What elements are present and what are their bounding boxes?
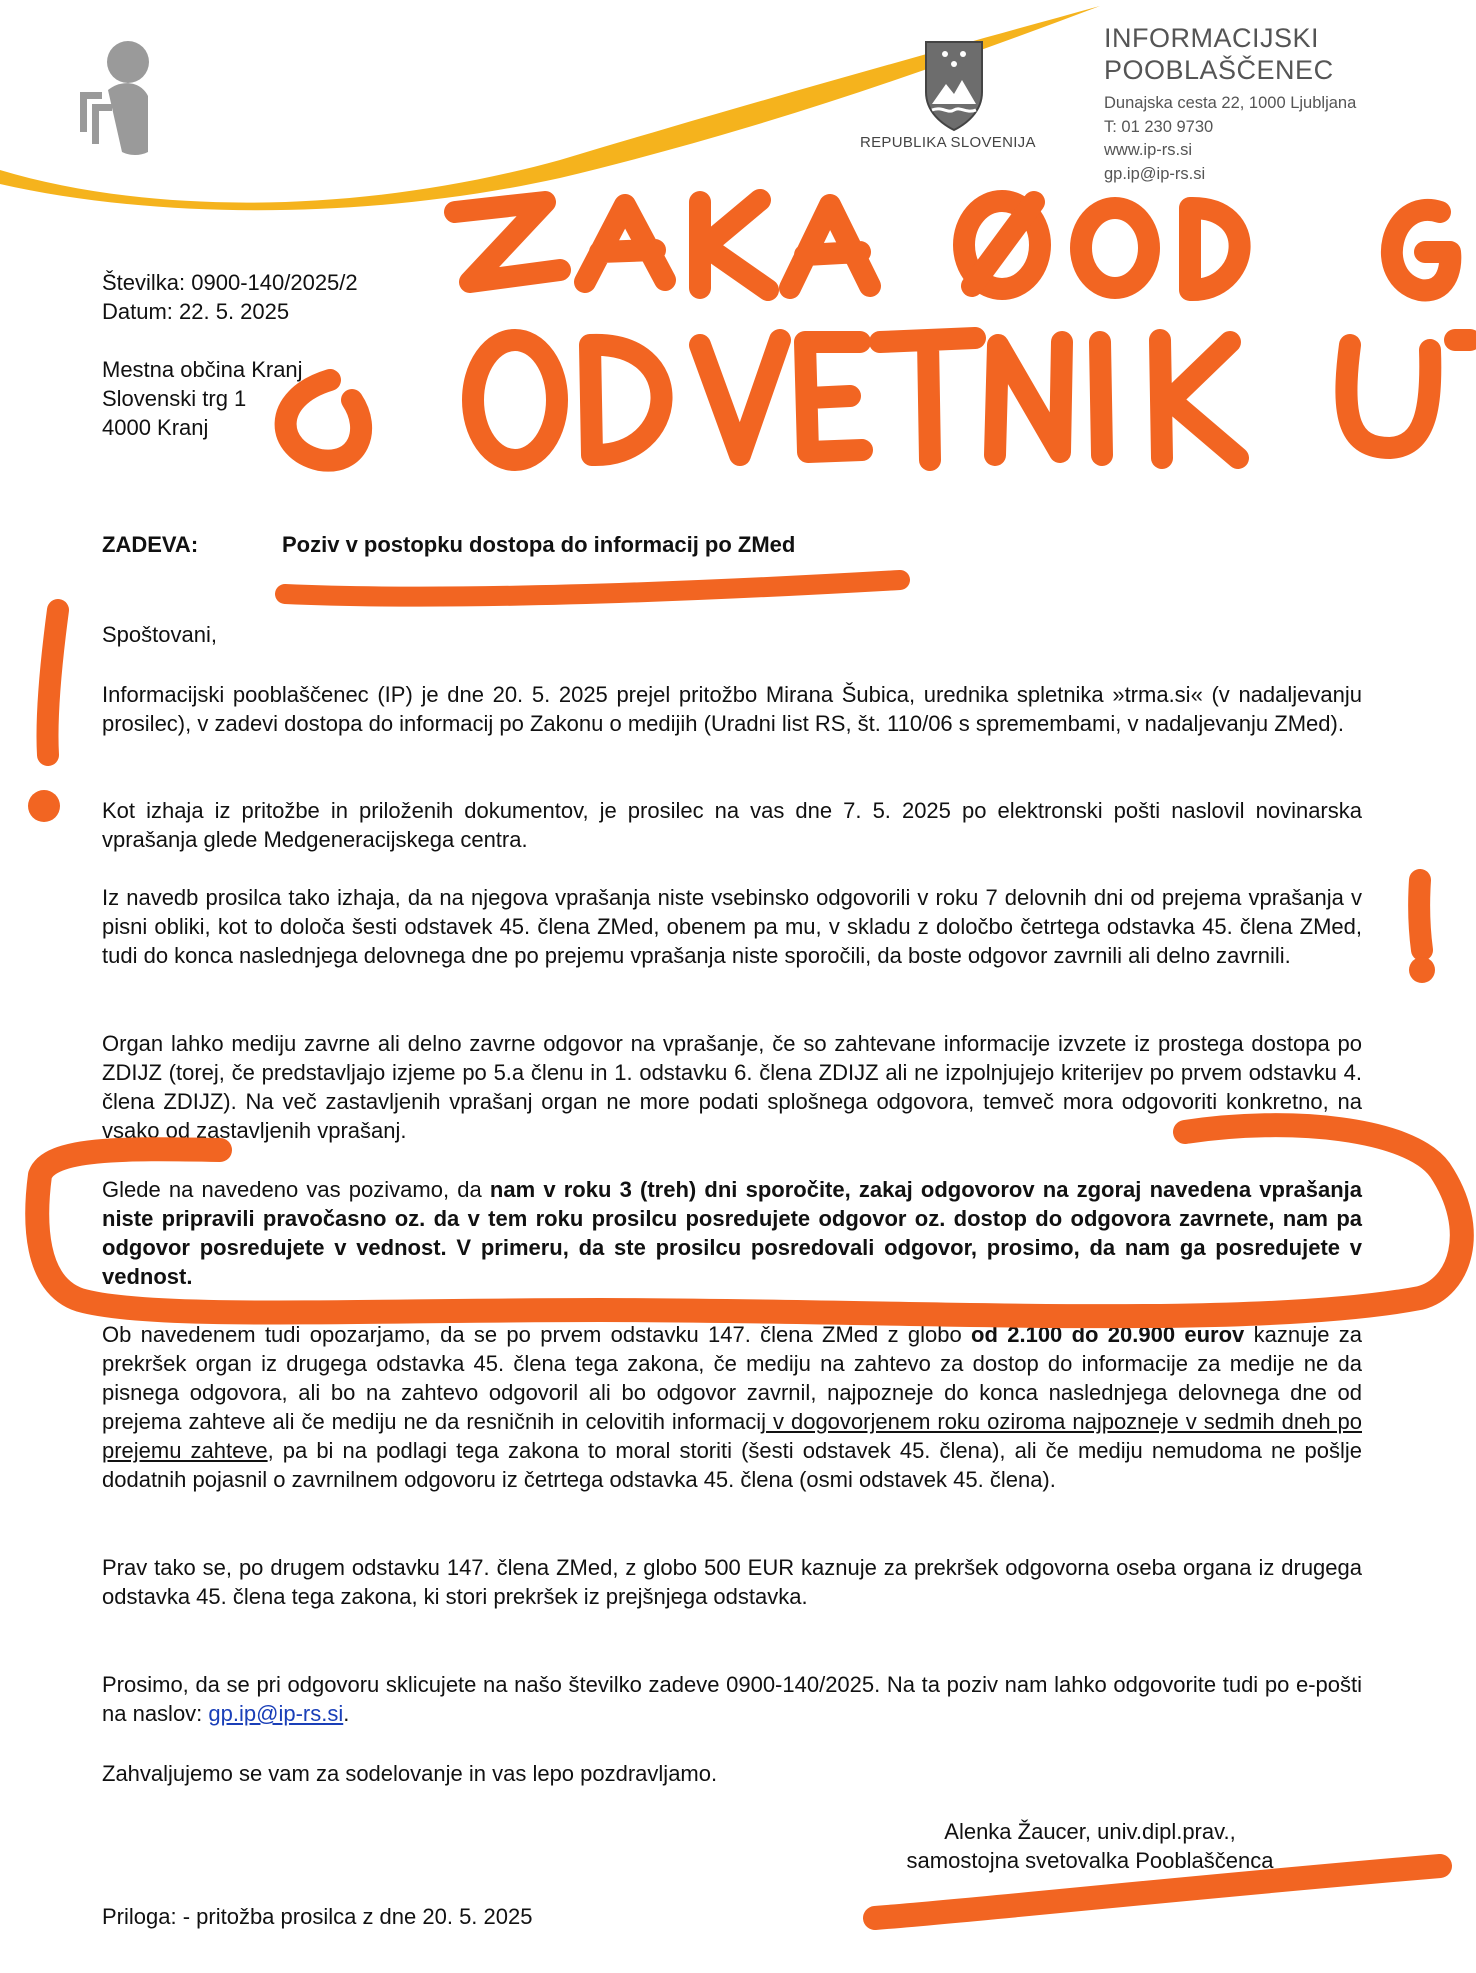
header-republic: REPUBLIKA SLOVENIJA bbox=[860, 134, 1036, 151]
header-email: gp.ip@ip-rs.si bbox=[1104, 164, 1206, 183]
header-contact bbox=[1104, 92, 1356, 186]
paragraph-5-intro: Glede na navedeno vas pozivamo, da bbox=[102, 1177, 490, 1202]
attachment-line: Priloga: - pritožba prosilca z dne 20. 5. 2025 bbox=[102, 1904, 533, 1929]
recipient-line3: 4000 Kranj bbox=[102, 415, 209, 440]
document-number: Številka: 0900-140/2025/2 bbox=[102, 270, 358, 295]
subject-label: ZADEVA: bbox=[102, 532, 199, 557]
closing-line: Zahvaljujemo se vam za sodelovanje in vas lepo pozdravljamo. bbox=[102, 1761, 718, 1786]
scribble-underline-subject bbox=[285, 580, 900, 597]
scribble-letter-e bbox=[805, 342, 862, 452]
paragraph-6-fine: od 2.100 do 20.900 eurov bbox=[971, 1322, 1245, 1347]
paragraph-6-part-b: kaznuje za prekršek organ iz drugega odstavka 45. člena tega zakona, če mediju na zahtevo za dostop do informacije za medije ne da pisnega odgovora, ali bo na zahtevo odgovoril ali bo odgovor zavrnil, najpozneje do konca naslednjega delovnega dne od prejema zahteve ali če mediju ne da resničnih in celovitih informacij bbox=[102, 1322, 1362, 1434]
paragraph-6-part-a: Ob navedenem tudi opozarjamo, da se po prvem odstavku 147. člena ZMed z globo bbox=[102, 1322, 972, 1347]
scribble-letter-n bbox=[995, 342, 1062, 455]
header-org-name bbox=[1104, 22, 1334, 86]
paragraph-2: Kot izhaja iz pritožbe in priloženih dokumentov, je prosilec na vas dne 7. 5. 2025 po elektronski pošti naslovil novinarska vprašanja glede Medgeneracijskega centra. bbox=[102, 798, 1362, 852]
subject-text: Poziv v postopku dostopa do informacij po ZMed bbox=[282, 532, 796, 557]
paragraph-6-part-c: , pa bi na podlagi tega zakona to moral storiti (šesti odstavek 45. člena), ali če mediju nemudoma ne pošlje dodatnih pojasnil o zavrnilnem odgovoru iz četrtega odstavka 45. člena (osmi odstavek 45. člena). bbox=[102, 1438, 1362, 1492]
recipient-address bbox=[102, 355, 303, 442]
signature-title: samostojna svetovalka Pooblaščenca bbox=[906, 1848, 1274, 1873]
signature-name: Alenka Žaucer, univ.dipl.prav., bbox=[944, 1819, 1236, 1844]
header-web: www.ip-rs.si bbox=[1104, 141, 1193, 159]
document-date: Datum: 22. 5. 2025 bbox=[102, 299, 290, 324]
paragraph-6 bbox=[102, 1320, 1362, 1494]
paragraph-5 bbox=[102, 1175, 1362, 1291]
paragraph-5-request: nam v roku 3 (treh) dni sporočite, zakaj odgovorov na zgoraj navedena vprašanja niste pripravili pravočasno oz. da v tem roku prosilcu posredujete odgovor oz. dostop do odgovora zavrnete, nam pa odgovor posredujete v vednost. V primeru, da ste prosilcu posredovali odgovor, prosimo, da nam ga posredujete v vednost. bbox=[102, 1177, 1362, 1289]
paragraph-8 bbox=[102, 1670, 1362, 1728]
salutation: Spoštovani, bbox=[102, 622, 217, 647]
document-meta bbox=[102, 268, 358, 326]
paragraph-8-text: Prosimo, da se pri odgovoru sklicujete na našo številko zadeve 0900-140/2025. Na ta poziv nam lahko odgovorite tudi po e-pošti na naslov: bbox=[102, 1672, 1362, 1726]
scribble-letter-k2 bbox=[1160, 340, 1238, 458]
scribble-letter-v bbox=[700, 340, 780, 455]
paragraph-6-underlined: v dogovorjenem roku oziroma najpozneje v sedmih dneh po prejemu zahteve bbox=[102, 1409, 1362, 1463]
header-phone: T: 01 230 9730 bbox=[1104, 117, 1214, 136]
header-address: Dunajska cesta 22, 1000 Ljubljana bbox=[1104, 94, 1357, 112]
scribble-exclamation-left-dot bbox=[28, 790, 60, 822]
scribble-letter-u bbox=[1346, 345, 1430, 448]
paragraph-3: Iz navedb prosilca tako izhaja, da na njegova vprašanja niste vsebinsko odgovorili v roku 7 delovnih dni od prejema vprašanja v pisni obliki, kot to določa šesti odstavek 45. člena ZMed, obenem pa mu, v skladu z določbo četrtega odstavka 45. člena ZMed, tudi do konca naslednjega delovnega dne po prejemu vprašanja niste sporočili, da boste odgovor zavrnili ali delno zavrnili. bbox=[102, 885, 1362, 968]
recipient-line1: Mestna občina Kranj bbox=[102, 357, 303, 382]
scribble-exclamation-left bbox=[47, 610, 58, 755]
scribble-exclamation-right bbox=[1419, 880, 1422, 950]
scribble-letter-d2 bbox=[590, 345, 662, 455]
scribble-exclamation-right-dot bbox=[1409, 957, 1435, 983]
email-link[interactable]: gp.ip@ip-rs.si bbox=[208, 1701, 344, 1726]
scribble-letter-t bbox=[880, 338, 975, 460]
header-org-line1: INFORMACIJSKI bbox=[1104, 23, 1320, 53]
slovenia-coat-of-arms-icon bbox=[926, 42, 982, 130]
paragraph-8-end: . bbox=[343, 1701, 350, 1726]
scribble-letter-o2 bbox=[473, 340, 557, 460]
scribble-letter-i bbox=[1100, 342, 1102, 455]
header-org-line2: POOBLAŠČENEC bbox=[1104, 55, 1334, 85]
paragraph-1: Informacijski pooblaščenec (IP) je dne 20. 5. 2025 prejel pritožbo Mirana Šubica, urednika spletnika »trma.si« (v nadaljevanju prosilec), v zadevi dostopa do informacij po Zakonu o medijih (Uradni list RS, št. 110/06 s spremembami, v nadaljevanju ZMed). bbox=[102, 682, 1362, 736]
recipient-line2: Slovenski trg 1 bbox=[102, 386, 247, 411]
ip-logo-icon bbox=[80, 41, 149, 155]
paragraph-7: Prav tako se, po drugem odstavku 147. člena ZMed, z globo 500 EUR kaznuje za prekršek odgovorna oseba organa iz drugega odstavka 45. člena tega zakona, ki stori prekršek iz prejšnjega odstavka. bbox=[102, 1555, 1362, 1609]
paragraph-4: Organ lahko mediju zavrne ali delno zavrne odgovor na vprašanje, če so zahtevane informacije izvzete iz prostega dostopa po ZDIJZ (torej, če predstavljajo izjeme po 5.a členu in 1. odstavku 6. člena ZDIJZ ali ne izpolnjujejo kriterijev po prvem odstavku 4. člena ZDIJZ). Na več zastavljenih vprašanj organ ne more podati splošnega odgovora, temveč mora odgovoriti konkretno, na vsako od zastavljenih vprašanj. bbox=[102, 1031, 1362, 1143]
signature-block bbox=[830, 1817, 1350, 1875]
